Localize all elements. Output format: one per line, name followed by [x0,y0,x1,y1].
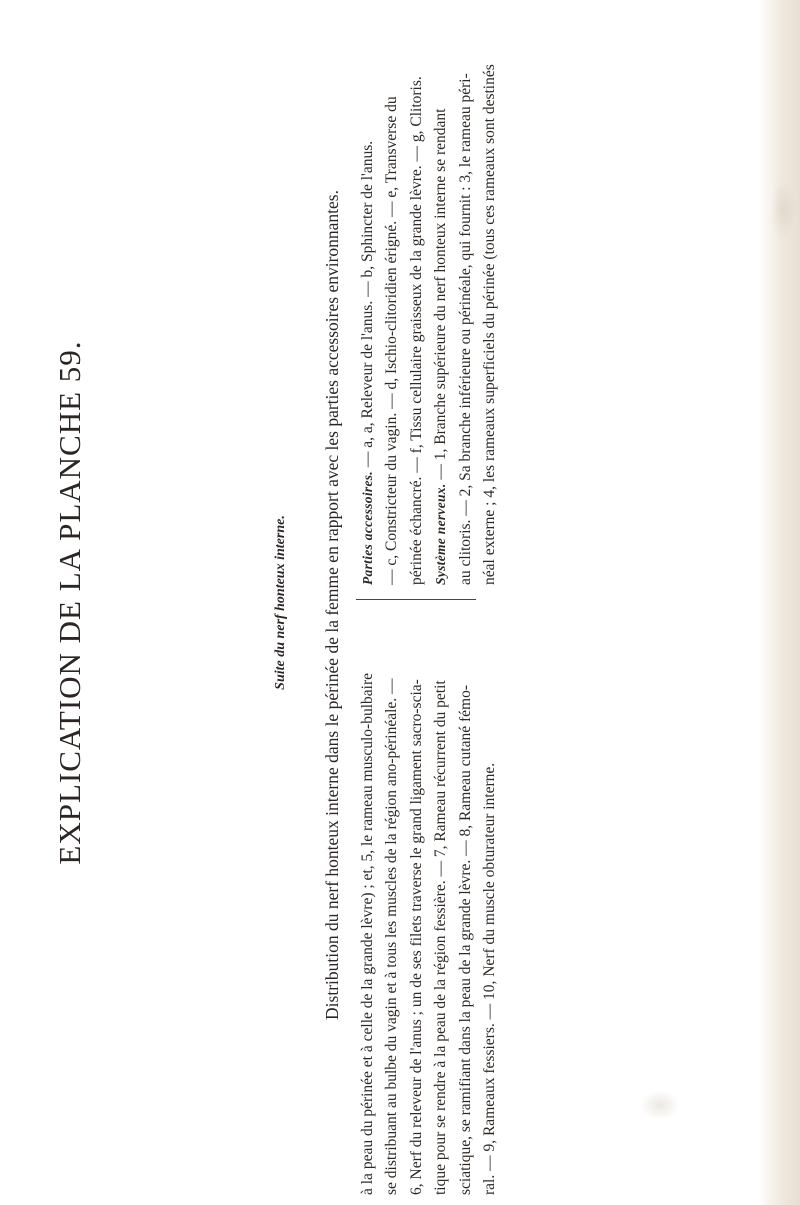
legend-line [356,11,380,585]
legend-line: ral. — 9, Rameaux fessiers. — 10, Nerf du muscle obturateur interne. [481,762,499,1195]
legend-text: — 1, Branche supérieure du nerf honteux interne se rendant [432,108,450,484]
legend-line: néal externe ; 4, les rameaux superficiels du périnée (tous ces rameaux sont destinés [481,64,499,585]
legend-line: tique pour se rendre à la peau de la région fessière. — 7, Rameau récurrent du petit [432,680,450,1195]
legend-line: sciatique, se ramifiant dans la peau de la grande lèvre. — 8, Rameau cutané fémo- [456,685,474,1195]
legend-line: se distribuant au bulbe du vagin et à tous les muscles de la région ano-périnéale. — [383,678,401,1195]
legend-line: 6, Nerf du releveur de l'anus ; un de ses filets traverse le grand ligament sacro-scia- [407,679,425,1195]
legend-text: — a, a, Releveur de l'anus. — b, Sphincter de l'anus. [359,140,376,472]
section-heading-accessory-parts: Parties accessoires. [360,471,375,585]
column-divider [356,599,476,600]
legend-line: au clitoris. — 2, Sa branche inférieure ou périnéale, qui fournit : 3, le rameau péri- [456,73,474,585]
legend-line: — c, Constricteur du vagin. — d, Ischio-clitoridien érigné. — e, Transverse du [383,96,401,585]
legend-line: périnée échancré. — f, Tissu cellulaire graisseux de la grande lèvre. — g, Clitoris. [407,76,425,585]
intro-text: Distribution du nerf honteux interne dans le périnée de la femme en rapport avec les parties accessoires environnantes. [322,190,342,1020]
legend-right-column [356,611,499,1195]
legend-line: à la peau du périnée et à celle de la grande lèvre) ; et, 5, le rameau musculo-bulbaire [359,672,376,1195]
legend-line [429,11,453,585]
legend-left-column [356,11,499,585]
plate-subtitle: Suite du nerf honteux interne. [273,515,288,690]
section-heading-nervous-system: Système nerveux. [433,483,449,585]
plate-title: EXPLICATION DE LA PLANCHE 59. [52,340,87,865]
